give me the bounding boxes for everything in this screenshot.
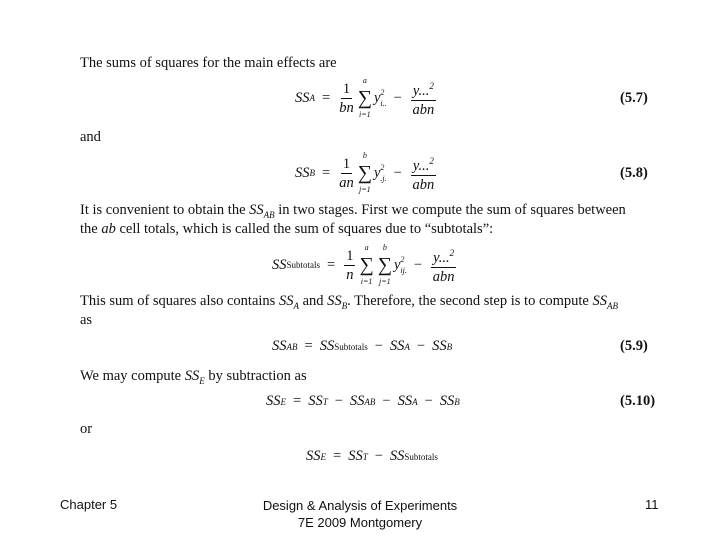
equals: = [322,164,331,181]
lower: i=1 [359,110,371,119]
fraction [339,155,354,192]
fraction [339,80,354,117]
sub: A [309,93,315,103]
footer-chapter: Chapter 5 [60,497,118,512]
minus: − [413,256,423,273]
upper: b [362,151,367,160]
equals: = [304,338,313,354]
sub: AB [286,341,298,352]
page-number: 11 [645,497,659,512]
ss: SS [439,393,455,409]
sub: B [341,300,348,311]
sum [358,151,372,195]
sub: ij. [400,266,407,275]
footer-line: 7E 2009 Montgomery [297,515,423,530]
text: . Therefore, the second step is to compute [347,293,593,309]
equation-ss-subtotals [272,243,458,287]
scripts [380,162,386,184]
equation-ssab [272,338,452,355]
y-grand-total: y... [433,249,450,266]
text-line: as [80,312,93,328]
minus: − [382,393,391,409]
ss: SS [592,293,607,309]
upper: b [382,243,387,252]
minus: − [424,393,433,409]
equation-number: (5.8) [620,165,648,181]
ss: SS [295,89,310,106]
text-line: and [80,129,101,145]
fraction [411,77,436,119]
y-grand-total: y... [412,82,430,99]
ss: SS [272,338,287,354]
ss: SS [272,256,287,273]
equation-ssb [295,151,438,195]
sup: 2 [380,88,385,97]
ss: SS [278,293,294,309]
equation-sse [266,393,460,410]
text: and [298,293,328,309]
minus: − [393,164,402,181]
text: ab [101,221,116,237]
sub: A [412,396,418,407]
sub: A [293,300,299,311]
y: y [373,164,381,181]
equation-number: (5.10) [620,393,656,409]
sub: B [309,168,315,178]
fraction [411,152,436,194]
minus: − [374,448,383,464]
equals: = [333,448,342,464]
sub: A [404,341,410,352]
sigma: ∑ [357,87,372,109]
y: y [393,256,401,273]
sup: 2 [400,255,405,264]
sub: .j. [380,174,387,183]
ss: SS [319,338,335,354]
lower: j=1 [379,277,391,286]
numerator: 1 [346,247,354,264]
ss: SS [266,393,281,409]
sigma: ∑ [359,254,374,276]
fraction [431,244,456,286]
sub: Subtotals [404,451,438,462]
text-line [80,292,618,315]
sub: Subtotals [334,341,368,352]
fraction [344,247,355,284]
text: This sum of squares also contains [80,293,279,309]
text: by subtraction as [204,368,307,384]
sum [359,243,373,287]
sub: E [199,375,205,386]
sigma: ∑ [377,254,392,276]
sub: B [454,396,460,407]
sup: 2 [380,163,385,172]
sub: Subtotals [286,260,321,270]
sup: 2 [429,156,434,167]
footer-line: Design & Analysis of Experiments [262,498,458,513]
y: y [373,89,381,106]
equation-ssa [295,76,438,120]
ss: SS [184,368,200,384]
minus: − [334,393,343,409]
denominator: n [346,266,354,283]
text-line: or [80,421,93,437]
upper: a [362,76,367,85]
minus: − [416,338,426,354]
numerator: 1 [342,80,351,97]
sub: T [362,451,368,462]
denominator: abn [412,176,435,193]
scripts [400,254,406,276]
denominator: an [339,174,354,191]
sub: T [322,396,328,407]
minus: − [393,89,402,106]
equals: = [293,393,302,409]
sum [378,243,392,287]
text: in two stages. First we compute the sum of squares between [274,202,626,218]
sigma: ∑ [357,162,372,184]
ss: SS [249,202,264,218]
equation-sse-alt [306,448,438,465]
ss: SS [349,393,365,409]
sub: E [280,396,286,407]
numerator: 1 [342,155,351,172]
footer-title [230,497,490,531]
text: cell totals, which is called the sum of squares due to “subtotals”: [115,221,494,237]
denominator: bn [339,99,354,116]
lower: i=1 [360,277,373,286]
ss: SS [308,393,323,409]
minus: − [374,338,383,354]
denominator: abn [412,101,435,118]
ss: SS [306,448,321,464]
equation-number: (5.9) [620,338,648,354]
sub: i.. [380,99,387,108]
ss: SS [348,448,363,464]
sup: 2 [429,81,434,92]
ss: SS [432,338,447,354]
ss: SS [389,338,405,354]
equals: = [327,256,336,273]
ss: SS [397,393,413,409]
ss: SS [295,164,310,181]
sub: B [446,341,453,352]
sub: E [320,451,326,462]
sub: AB [364,396,376,407]
denominator: abn [432,268,455,285]
text-line [80,220,493,238]
lower: j=1 [359,185,371,194]
y-grand-total: y... [412,157,430,174]
sup: 2 [449,248,455,259]
text-line [80,367,307,390]
text-line: The sums of squares for the main effects are [80,55,337,71]
sum [358,76,372,120]
equation-number: (5.7) [620,90,648,106]
text: the [80,221,102,237]
scripts [380,87,386,109]
equals: = [322,89,331,106]
upper: a [364,243,369,252]
ss: SS [327,293,342,309]
ss: SS [389,448,405,464]
text: It is convenient to obtain the [80,202,250,218]
sub: AB [607,300,618,311]
text: We may compute [80,368,185,384]
sub: AB [263,209,275,220]
